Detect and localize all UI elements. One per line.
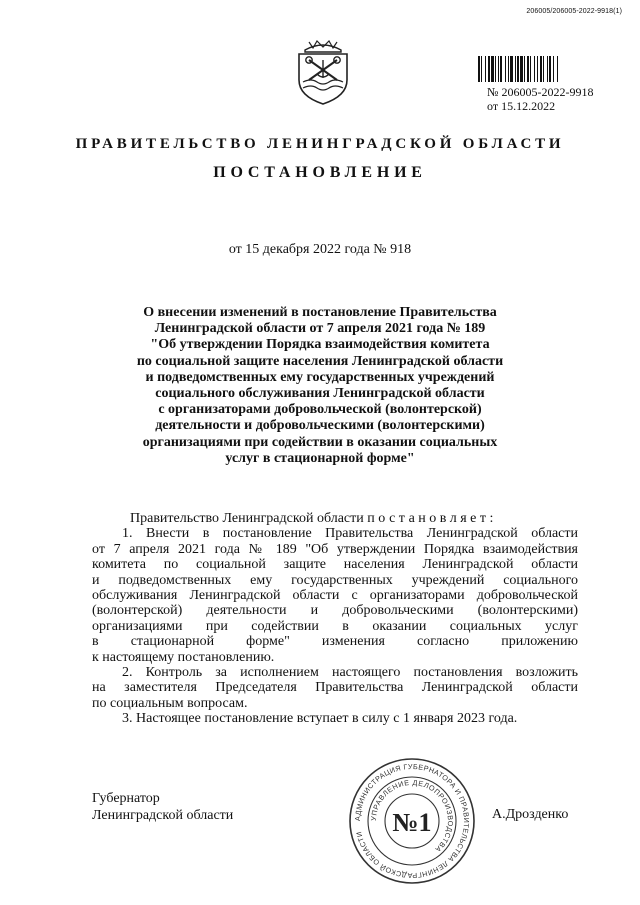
paragraph-1-line: (волонтерской) деятельности и добровольческими (волонтерскими) [92, 603, 578, 619]
heading-line: с организаторами добровольческой (волонтерской) [158, 402, 482, 418]
paragraph-2-line: по социальным вопросам. [92, 695, 248, 711]
intro-text: Правительство Ленинградской области [130, 511, 368, 526]
paragraph-1-line: в стационарной форме" изменения согласно приложению [92, 634, 578, 650]
paragraph-1-line: организациями при содействии в оказании социальных услуг [92, 618, 578, 634]
heading-line: по социальной защите населения Ленинградской области [136, 353, 504, 369]
registration-number: № 206005-2022-9918 [487, 85, 594, 99]
heading-line: и подведомственных ему государственных учреждений [145, 369, 495, 385]
signatory-name: А.Дрозденко [492, 807, 569, 822]
paragraph-2-line: 2. Контроль за исполнением настоящего постановления возложить [122, 665, 578, 681]
paragraph-3: 3. Настоящее постановление вступает в силу с 1 января 2023 года. [122, 711, 518, 727]
position-line: Ленинградской области [92, 808, 234, 823]
government-title: ПРАВИТЕЛЬСТВО ЛЕНИНГРАДСКОЙ ОБЛАСТИ [75, 136, 565, 152]
document-body [92, 511, 578, 727]
paragraph-1-line: и подведомственных ему государственных учреждений социального [92, 572, 578, 588]
position-line: Губернатор [92, 791, 160, 806]
heading-line: организациями при содействии в оказании социальных [142, 434, 498, 450]
heading-line: "Об утверждении Порядка взаимодействия комитета [150, 337, 490, 353]
paragraph-1-line: от 7 апреля 2021 года № 189 "Об утверждении Порядка взаимодействия [92, 541, 578, 557]
heading-line: О внесении изменений в постановление Правительства [143, 305, 497, 320]
paragraph-1-line: 1. Внести в постановление Правительства Ленинградской области [122, 526, 578, 542]
heading-line: Ленинградской области от 7 апреля 2021 года № 189 [154, 321, 486, 337]
paragraph-1-line: комитета по социальной защите населения Ленинградской области [92, 557, 578, 573]
seal-outer-text: АДМИНИСТРАЦИЯ ГУБЕРНАТОРА И ПРАВИТЕЛЬСТВА ЛЕНИНГРАДСКОЙ ОБЛАСТИ [352, 761, 472, 881]
seal-inner-text: УПРАВЛЕНИЕ ДЕЛОПРОИЗВОДСТВА [368, 777, 456, 855]
signatory-position [92, 790, 233, 824]
coat-of-arms-icon [291, 38, 355, 106]
heading-line: услуг в стационарной форме" [225, 450, 415, 466]
document-code: 206005/206005-2022-9918(1) [526, 8, 622, 15]
official-seal [348, 757, 476, 885]
registration-date: от 15.12.2022 [487, 99, 556, 113]
barcode [478, 56, 602, 82]
paragraph-2-line: на заместителя Председателя Правительства Ленинградской области [92, 680, 578, 696]
intro-verb: постановляет: [367, 511, 497, 526]
document-date: от 15 декабря 2022 года № 918 [228, 242, 412, 257]
heading-line: социального обслуживания Ленинградской области [155, 386, 485, 402]
seal-number: №1 [392, 808, 432, 837]
document-type: ПОСТАНОВЛЕНИЕ [213, 164, 427, 181]
paragraph-1-line: обслуживания Ленинградской области с организаторами добровольческой [92, 588, 578, 604]
heading-line: деятельности и добровольческими (волонтерскими) [155, 418, 485, 434]
document-heading [0, 305, 640, 467]
intro-line [92, 511, 578, 526]
paragraph-1-line: к настоящему постановлению. [92, 649, 275, 665]
